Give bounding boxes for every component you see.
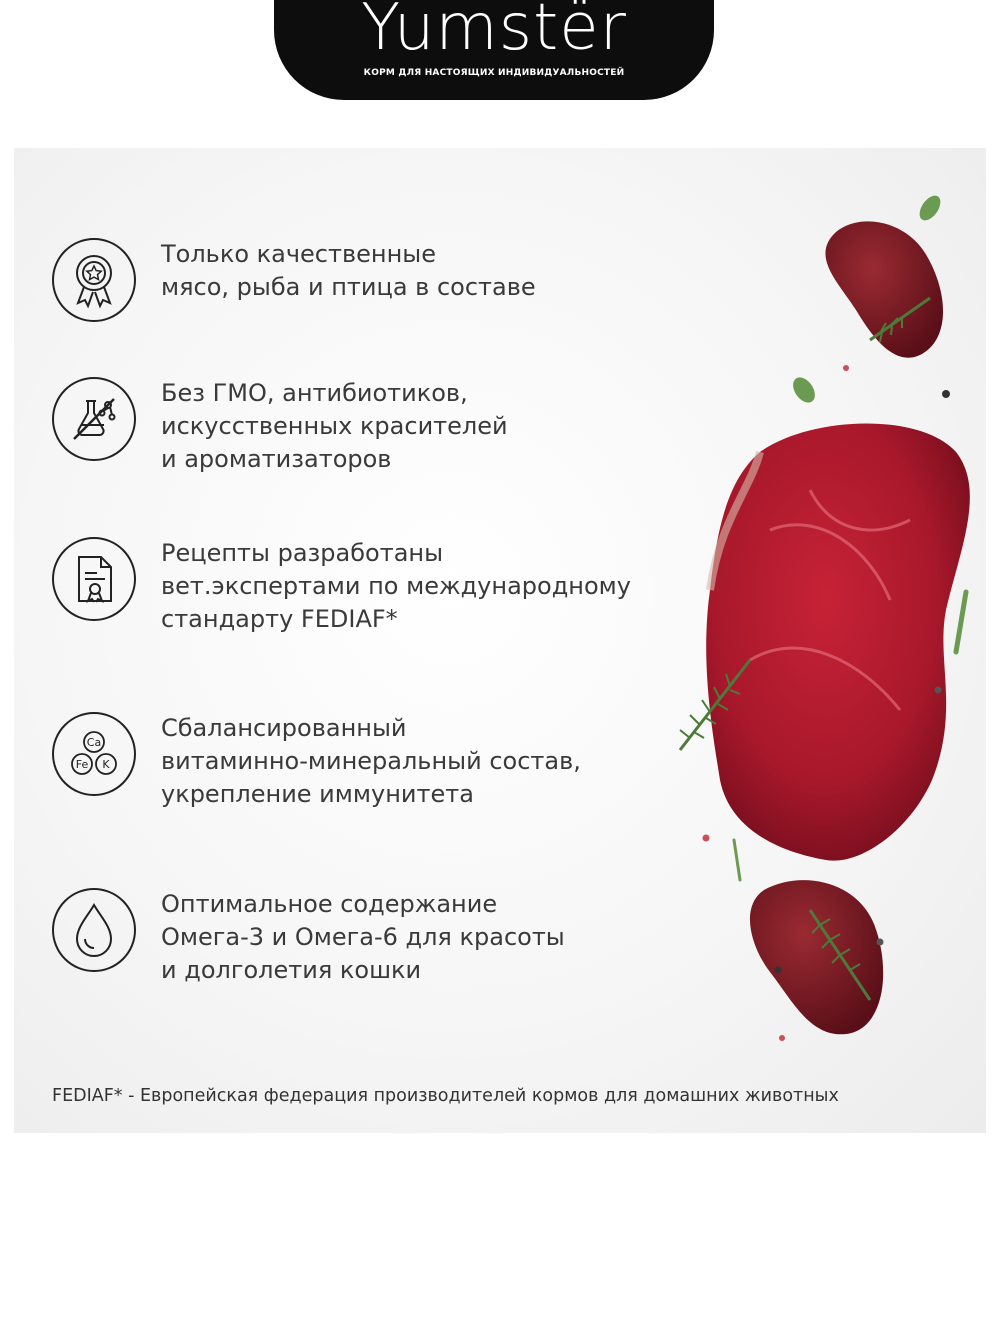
feature-line: Без ГМО, антибиотиков, (161, 379, 468, 407)
feature-line: стандарту FEDIAF* (161, 605, 398, 633)
feature-text (161, 888, 565, 987)
feature-text (161, 537, 631, 636)
oil-drop-icon (52, 888, 136, 972)
brand-tagline: КОРМ ДЛЯ НАСТОЯЩИХ ИНДИВИДУАЛЬНОСТЕЙ (363, 68, 625, 78)
footnote-text: - Европейская федерация производителей кормов для домашних животных (122, 1086, 839, 1106)
no-chemicals-icon (52, 377, 136, 461)
mineral-label-ca: Ca (86, 736, 102, 749)
feature-line: Омега-3 и Омега-6 для красоты (161, 923, 565, 951)
certificate-document-icon (52, 537, 136, 621)
mineral-label-fe: Fe (75, 758, 89, 771)
brand-name: Yumstër (361, 0, 627, 65)
feature-line: Только качественные (161, 240, 436, 268)
feature-text (161, 377, 508, 476)
feature-line: вет.экспертами по международному (161, 572, 631, 600)
quality-badge-icon (52, 238, 136, 322)
feature-omega (52, 888, 732, 988)
feature-line: витаминно-минеральный состав, (161, 747, 581, 775)
footnote (52, 1086, 972, 1106)
herb-leaf (956, 592, 966, 652)
feature-line: мясо, рыба и птица в составе (161, 273, 536, 301)
meat-illustration (660, 190, 990, 1070)
feature-line: искусственных красителей (161, 412, 508, 440)
feature-line: и ароматизаторов (161, 445, 392, 473)
brand-logo (274, 0, 714, 100)
kidney-bottom (750, 880, 883, 1034)
basil-leaf (915, 192, 944, 224)
feature-line: Оптимальное содержание (161, 890, 498, 918)
mineral-label-k: K (102, 758, 110, 771)
basil-leaf (789, 373, 820, 406)
feature-text (161, 712, 581, 811)
feature-line: и долголетия кошки (161, 956, 422, 984)
kidney-top (825, 221, 943, 357)
minerals-icon (52, 712, 136, 796)
feature-no-gmo (52, 377, 732, 477)
feature-text (161, 238, 536, 304)
feature-vet-recipes (52, 537, 732, 637)
feature-line: Сбалансированный (161, 714, 407, 742)
feature-line: укрепление иммунитета (161, 780, 474, 808)
feature-balanced-minerals (52, 712, 732, 812)
footnote-term: FEDIAF* (52, 1086, 123, 1106)
feature-line: Рецепты разработаны (161, 539, 444, 567)
feature-quality-ingredients (52, 238, 732, 338)
